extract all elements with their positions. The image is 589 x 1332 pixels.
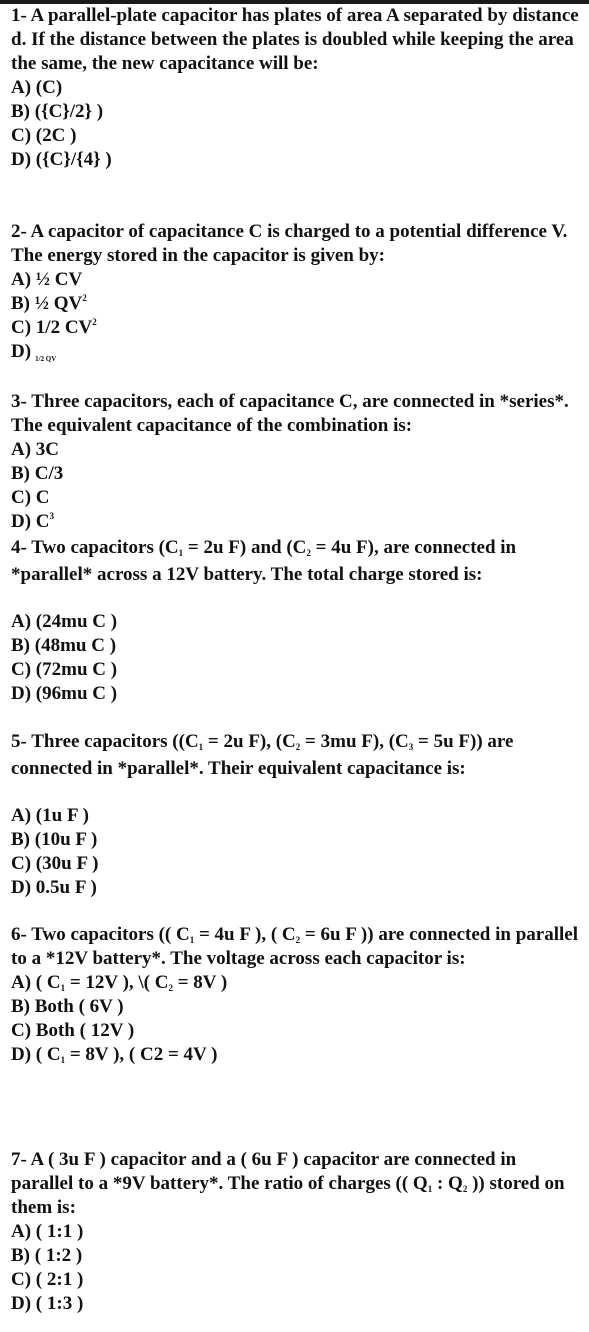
option-b[interactable]: B) (10u F ): [11, 829, 98, 850]
question-2: [11, 220, 581, 371]
question-1: [11, 4, 581, 172]
question-6: [11, 923, 581, 1067]
option-c[interactable]: C) C: [11, 487, 50, 508]
question-stem: 1- A parallel-plate capacitor has plates of area A separated by distance d. If the distance between the plates is doubled while keeping the area the same, the new capacitance will be:: [11, 5, 579, 74]
option-a[interactable]: A) 3C: [11, 439, 60, 460]
option-d[interactable]: D) (96mu C ): [11, 683, 118, 704]
option-a[interactable]: A) ( $C_1 = 12V$ ), \( $C_2 = 8V$ ): [11, 972, 228, 993]
option-d[interactable]: D) ( 1:3 ): [11, 1293, 84, 1314]
question-stem: 6- Two capacitors (( $C_1 = 4u$ F ), ( $C_2 = 6u$ F )) are connected in parallel to a *12V battery*. The voltage across each capacitor is:: [11, 924, 578, 969]
question-stem: 4- Two capacitors ($C_1 = 2u$ F) and ($C_2 = 4u$ F), are connected in *parallel* across a 12V battery. The total charge stored is:: [11, 537, 517, 585]
question-3: [11, 390, 581, 534]
option-a[interactable]: A) (1u F ): [11, 805, 89, 826]
question-stem: 5- Three capacitors (($C_1 = 2u$ F), ($C_2 = 3mu$ F), ($C_3 = 5u$ F)) are connected in *parallel*. Their equivalent capacitance is:: [11, 731, 514, 779]
option-b[interactable]: B) ( 1:2 ): [11, 1245, 83, 1266]
question-stem: 3- Three capacitors, each of capacitance C, are connected in *series*. The equivalent capacitance of the combination is:: [11, 391, 569, 436]
question-stem: 7- A ( 3u F ) capacitor and a ( 6u F ) capacitor are connected in parallel to a *9V battery*. The ratio of charges (( $Q_1$ : $Q_2$ )) stored on them is:: [11, 1149, 565, 1218]
option-b[interactable]: B) Both ( 6V ): [11, 996, 124, 1017]
option-c[interactable]: C) (72mu C ): [11, 659, 118, 680]
option-a[interactable]: A) (24mu C ): [11, 611, 118, 632]
option-a[interactable]: A) ( 1:1 ): [11, 1221, 84, 1242]
option-d[interactable]: D) 0.5u F ): [11, 877, 97, 898]
question-5: [11, 728, 581, 900]
option-d[interactable]: D) $_{1/2 QV}$: [11, 341, 57, 363]
option-a[interactable]: A) ½ CV: [11, 269, 83, 290]
option-d[interactable]: D) ({C}/{4} ): [11, 149, 112, 170]
option-c[interactable]: C) 1/2 $CV^2$: [11, 317, 97, 338]
option-b[interactable]: B) C/3: [11, 463, 64, 484]
option-b[interactable]: B) ({C}/2} ): [11, 101, 104, 122]
option-c[interactable]: C) (30u F ): [11, 853, 99, 874]
option-c[interactable]: C) Both ( 12V ): [11, 1020, 135, 1041]
option-b[interactable]: B) (48mu C ): [11, 635, 117, 656]
option-c[interactable]: C) ( 2:1 ): [11, 1269, 84, 1290]
question-4: [11, 534, 581, 706]
option-a[interactable]: A) (C): [11, 77, 63, 98]
option-b[interactable]: B) ½ $QV^2$: [11, 293, 87, 314]
option-d[interactable]: D) ( $C_1 = 8V$ ), ( C2 = 4V ): [11, 1044, 218, 1065]
option-c[interactable]: C) (2C ): [11, 125, 77, 146]
question-7: [11, 1148, 581, 1316]
option-d[interactable]: D) $C^3$: [11, 511, 55, 532]
question-stem: 2- A capacitor of capacitance C is charged to a potential difference V. The energy stored in the capacitor is given by:: [11, 221, 568, 266]
